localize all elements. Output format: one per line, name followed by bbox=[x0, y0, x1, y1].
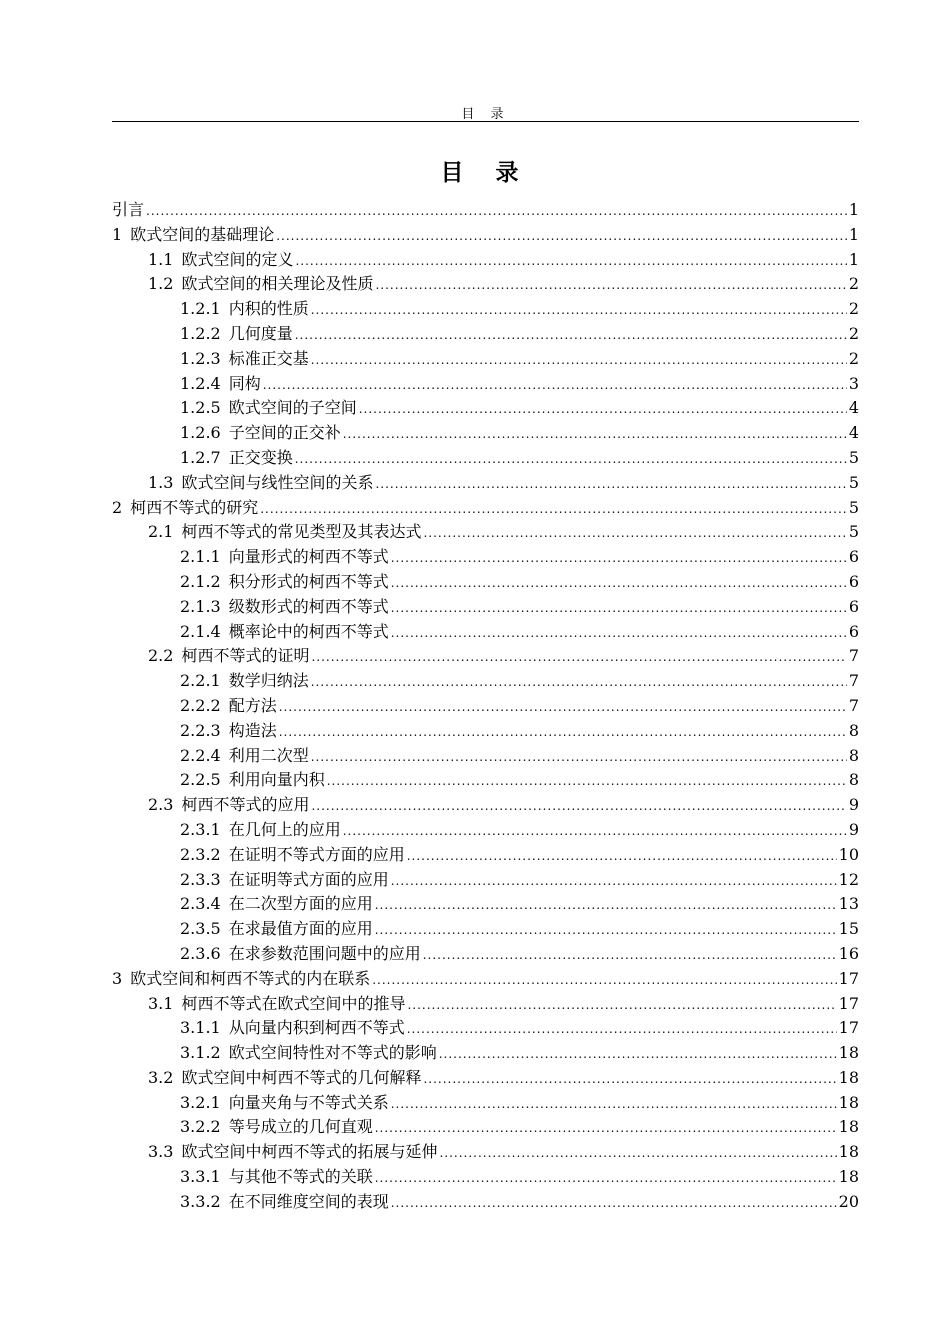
toc-entry[interactable] bbox=[112, 520, 859, 545]
toc-entry[interactable] bbox=[112, 545, 859, 570]
toc-entry[interactable] bbox=[112, 917, 859, 942]
toc-entry-page: 3 bbox=[848, 373, 859, 393]
toc-entry-page: 9 bbox=[848, 819, 859, 839]
toc-entry-page: 4 bbox=[848, 398, 859, 418]
dot-leader bbox=[439, 1141, 836, 1166]
toc-entry-number: 1 bbox=[112, 224, 123, 244]
toc-entry-title: 利用向量内积 bbox=[228, 770, 325, 790]
toc-entry-title: 利用二次型 bbox=[228, 745, 309, 765]
toc-entry-title: 数学归纳法 bbox=[228, 671, 309, 691]
toc-entry[interactable] bbox=[112, 843, 859, 868]
toc-entry-title: 几何度量 bbox=[228, 323, 293, 343]
toc-entry[interactable] bbox=[112, 471, 859, 496]
toc-entry-page: 5 bbox=[848, 447, 859, 467]
toc-entry-page: 20 bbox=[838, 1191, 859, 1211]
toc-entry-page: 2 bbox=[848, 323, 859, 343]
dot-leader bbox=[311, 670, 847, 695]
dot-leader bbox=[311, 348, 847, 373]
toc-entry[interactable] bbox=[112, 396, 859, 421]
toc-entry-page: 18 bbox=[838, 1067, 859, 1087]
toc-entry-page: 5 bbox=[848, 522, 859, 542]
toc-entry-page: 1 bbox=[848, 200, 859, 219]
toc-entry-title: 引言 bbox=[112, 200, 145, 219]
dot-leader bbox=[391, 596, 847, 621]
toc-entry-title: 级数形式的柯西不等式 bbox=[228, 596, 389, 616]
dot-leader bbox=[423, 521, 846, 546]
toc-entry-number: 1.2 bbox=[148, 274, 174, 294]
toc-entry-page: 6 bbox=[848, 596, 859, 616]
toc-entry[interactable] bbox=[112, 1115, 859, 1140]
toc-entry-page: 5 bbox=[848, 472, 859, 492]
dot-leader bbox=[146, 199, 847, 224]
toc-entry-number: 2.2.5 bbox=[180, 770, 221, 790]
toc-entry-title: 柯西不等式在欧式空间中的推导 bbox=[181, 993, 406, 1013]
dot-leader bbox=[279, 720, 847, 745]
toc-entry[interactable] bbox=[112, 694, 859, 719]
toc-entry-title: 配方法 bbox=[228, 695, 277, 715]
toc-entry-page: 4 bbox=[848, 423, 859, 443]
toc-entry[interactable] bbox=[112, 620, 859, 645]
toc-entry[interactable] bbox=[112, 768, 859, 793]
toc-entry-number: 3.3 bbox=[148, 1142, 174, 1162]
toc-entry-page: 1 bbox=[848, 224, 859, 244]
toc-entry-number: 3.2.2 bbox=[180, 1117, 221, 1137]
dot-leader bbox=[391, 869, 837, 894]
toc-entry[interactable] bbox=[112, 595, 859, 620]
toc-entry-title: 欧式空间的定义 bbox=[181, 249, 294, 269]
toc-entry-page: 18 bbox=[838, 1092, 859, 1112]
toc-entry-title: 欧式空间的子空间 bbox=[228, 398, 357, 418]
toc-entry-title: 等号成立的几何直观 bbox=[228, 1117, 373, 1137]
toc-entry[interactable] bbox=[112, 446, 859, 471]
toc-entry[interactable] bbox=[112, 198, 859, 223]
toc-entry-title: 从向量内积到柯西不等式 bbox=[228, 1018, 405, 1038]
toc-entry-title: 积分形式的柯西不等式 bbox=[228, 571, 389, 591]
toc-entry-number: 2.2.1 bbox=[180, 671, 221, 691]
toc-entry[interactable] bbox=[112, 793, 859, 818]
toc-entry[interactable] bbox=[112, 892, 859, 917]
toc-entry-number: 3.1.2 bbox=[180, 1043, 221, 1063]
dot-leader bbox=[276, 224, 847, 249]
toc-entry-number: 2.1.4 bbox=[180, 621, 221, 641]
toc-entry-number: 2.1.1 bbox=[180, 547, 221, 567]
toc-entry-number: 2.1.2 bbox=[180, 571, 221, 591]
toc-entry-title: 欧式空间中柯西不等式的几何解释 bbox=[181, 1067, 422, 1087]
toc-entry-title: 内积的性质 bbox=[228, 299, 309, 319]
toc-entry-number: 1.2.3 bbox=[180, 348, 221, 368]
toc-entry-number: 1.1 bbox=[148, 249, 174, 269]
toc-entry-page: 17 bbox=[838, 993, 859, 1013]
dot-leader bbox=[407, 844, 837, 869]
toc-entry-title: 标准正交基 bbox=[228, 348, 309, 368]
toc-entry-page: 13 bbox=[838, 894, 859, 914]
toc-entry-title: 在求最值方面的应用 bbox=[228, 919, 373, 939]
toc-entry[interactable] bbox=[112, 719, 859, 744]
toc-entry-title: 在几何上的应用 bbox=[228, 819, 341, 839]
toc-entry-title: 柯西不等式的常见类型及其表达式 bbox=[181, 522, 422, 542]
toc-entry-page: 17 bbox=[838, 968, 859, 988]
dot-leader bbox=[375, 918, 837, 943]
toc-entry[interactable] bbox=[112, 372, 859, 397]
toc-entry-page: 18 bbox=[838, 1142, 859, 1162]
dot-leader bbox=[407, 993, 836, 1018]
toc-entry-title: 概率论中的柯西不等式 bbox=[228, 621, 389, 641]
toc-entry-title: 柯西不等式的证明 bbox=[181, 646, 310, 666]
toc-entry-title: 同构 bbox=[228, 373, 261, 393]
dot-leader bbox=[311, 745, 847, 770]
toc-entry-title: 在证明等式方面的应用 bbox=[228, 869, 389, 889]
toc-entry-page: 1 bbox=[848, 249, 859, 269]
toc-entry[interactable] bbox=[112, 1016, 859, 1041]
toc-entry[interactable] bbox=[112, 322, 859, 347]
header-rule bbox=[112, 121, 859, 122]
toc-entry-title: 子空间的正交补 bbox=[228, 423, 341, 443]
dot-leader bbox=[391, 621, 847, 646]
toc-entry-number: 2.3.3 bbox=[180, 869, 221, 889]
toc-entry-number: 1.3 bbox=[148, 472, 174, 492]
toc-entry[interactable] bbox=[112, 297, 859, 322]
toc-entry-page: 2 bbox=[848, 299, 859, 319]
toc-entry-page: 5 bbox=[848, 497, 859, 517]
toc-entry-number: 1.2.1 bbox=[180, 299, 221, 319]
toc-entry-number: 2.3.1 bbox=[180, 819, 221, 839]
dot-leader bbox=[260, 497, 847, 522]
toc-entry[interactable] bbox=[112, 1041, 859, 1066]
toc-entry-title: 构造法 bbox=[228, 720, 277, 740]
toc-entry-page: 8 bbox=[848, 770, 859, 790]
toc-entry[interactable] bbox=[112, 1066, 859, 1091]
dot-leader bbox=[391, 1191, 837, 1216]
running-header: 目 录 bbox=[461, 107, 510, 122]
dot-leader bbox=[343, 819, 847, 844]
toc-entry-number: 3.3.2 bbox=[180, 1191, 221, 1211]
toc-entry[interactable] bbox=[112, 818, 859, 843]
toc-entry-title: 欧式空间的基础理论 bbox=[130, 224, 275, 244]
dot-leader bbox=[375, 472, 846, 497]
toc-entry-number: 3.1.1 bbox=[180, 1018, 221, 1038]
toc-entry-page: 18 bbox=[838, 1117, 859, 1137]
toc-entry-number: 2.3 bbox=[148, 795, 174, 815]
toc-entry[interactable] bbox=[112, 992, 859, 1017]
toc-entry-number: 1.2.7 bbox=[180, 447, 221, 467]
toc-entry-number: 2 bbox=[112, 497, 123, 517]
toc-entry-page: 6 bbox=[848, 547, 859, 567]
toc-entry-title: 欧式空间中柯西不等式的拓展与延伸 bbox=[181, 1142, 438, 1162]
dot-leader bbox=[372, 968, 836, 993]
toc-entry[interactable] bbox=[112, 496, 859, 521]
toc-entry[interactable] bbox=[112, 570, 859, 595]
toc-entry[interactable] bbox=[112, 1140, 859, 1165]
toc-entry-page: 2 bbox=[848, 274, 859, 294]
toc-entry-title: 欧式空间特性对不等式的影响 bbox=[228, 1043, 437, 1063]
toc-entry-title: 柯西不等式的研究 bbox=[130, 497, 259, 517]
dot-leader bbox=[423, 1067, 836, 1092]
toc-entry-title: 欧式空间和柯西不等式的内在联系 bbox=[130, 968, 371, 988]
toc-entry-page: 12 bbox=[838, 869, 859, 889]
toc-entry-page: 8 bbox=[848, 720, 859, 740]
dot-leader bbox=[295, 323, 847, 348]
toc-entry[interactable] bbox=[112, 248, 859, 273]
toc-entry-number: 3.2 bbox=[148, 1067, 174, 1087]
toc-entry-page: 18 bbox=[838, 1167, 859, 1187]
dot-leader bbox=[391, 1092, 837, 1117]
toc-entry-number: 3.1 bbox=[148, 993, 174, 1013]
toc-entry-page: 6 bbox=[848, 571, 859, 591]
toc-entry-number: 3.2.1 bbox=[180, 1092, 221, 1112]
dot-leader bbox=[279, 695, 847, 720]
toc-entry[interactable] bbox=[112, 744, 859, 769]
toc-entry-title: 在证明不等式方面的应用 bbox=[228, 844, 405, 864]
toc-entry[interactable] bbox=[112, 644, 859, 669]
toc-entry-number: 1.2.6 bbox=[180, 423, 221, 443]
toc-entry-number: 2.2 bbox=[148, 646, 174, 666]
dot-leader bbox=[439, 1042, 837, 1067]
toc-title: 目 录 bbox=[440, 160, 531, 186]
toc-entry-number: 1.2.4 bbox=[180, 373, 221, 393]
toc-entry-page: 7 bbox=[848, 695, 859, 715]
toc-entry[interactable] bbox=[112, 347, 859, 372]
toc-entry-title: 向量夹角与不等式关系 bbox=[228, 1092, 389, 1112]
toc-entry[interactable] bbox=[112, 1190, 859, 1215]
toc-entry-number: 2.3.2 bbox=[180, 844, 221, 864]
toc-entry[interactable] bbox=[112, 669, 859, 694]
toc-entry-title: 在不同维度空间的表现 bbox=[228, 1191, 389, 1211]
toc-entry-number: 2.2.2 bbox=[180, 695, 221, 715]
dot-leader bbox=[375, 1166, 837, 1191]
toc-entry-page: 6 bbox=[848, 621, 859, 641]
toc-entry-number: 3 bbox=[112, 968, 123, 988]
toc-entry-page: 2 bbox=[848, 348, 859, 368]
dot-leader bbox=[343, 422, 847, 447]
toc-entry-page: 15 bbox=[838, 919, 859, 939]
dot-leader bbox=[311, 298, 847, 323]
toc-entry[interactable] bbox=[112, 967, 859, 992]
toc-entry[interactable] bbox=[112, 942, 859, 967]
toc-entry-number: 3.3.1 bbox=[180, 1167, 221, 1187]
dot-leader bbox=[327, 769, 847, 794]
toc-entry-page: 7 bbox=[848, 646, 859, 666]
dot-leader bbox=[263, 373, 847, 398]
toc-entry-page: 7 bbox=[848, 671, 859, 691]
dot-leader bbox=[311, 645, 846, 670]
toc-entry-title: 向量形式的柯西不等式 bbox=[228, 547, 389, 567]
toc-entry[interactable] bbox=[112, 1165, 859, 1190]
table-of-contents bbox=[112, 198, 859, 1215]
toc-entry-title: 欧式空间的相关理论及性质 bbox=[181, 274, 374, 294]
toc-entry-page: 17 bbox=[838, 1018, 859, 1038]
toc-entry-number: 2.3.6 bbox=[180, 943, 221, 963]
toc-entry[interactable] bbox=[112, 1091, 859, 1116]
toc-entry-number: 2.2.4 bbox=[180, 745, 221, 765]
toc-entry-number: 1.2.5 bbox=[180, 398, 221, 418]
dot-leader bbox=[391, 546, 847, 571]
dot-leader bbox=[359, 397, 847, 422]
toc-entry-page: 10 bbox=[838, 844, 859, 864]
toc-entry-page: 16 bbox=[838, 943, 859, 963]
toc-entry-number: 1.2.2 bbox=[180, 323, 221, 343]
toc-entry-number: 2.1 bbox=[148, 522, 174, 542]
toc-entry-number: 2.1.3 bbox=[180, 596, 221, 616]
toc-entry[interactable] bbox=[112, 421, 859, 446]
toc-entry-title: 与其他不等式的关联 bbox=[228, 1167, 373, 1187]
toc-entry-page: 9 bbox=[848, 795, 859, 815]
dot-leader bbox=[407, 1017, 837, 1042]
toc-entry-title: 在二次型方面的应用 bbox=[228, 894, 373, 914]
dot-leader bbox=[311, 794, 846, 819]
dot-leader bbox=[423, 943, 837, 968]
dot-leader bbox=[375, 1116, 837, 1141]
toc-entry[interactable] bbox=[112, 272, 859, 297]
toc-entry-number: 2.2.3 bbox=[180, 720, 221, 740]
toc-entry[interactable] bbox=[112, 223, 859, 248]
dot-leader bbox=[295, 249, 846, 274]
toc-entry-page: 8 bbox=[848, 745, 859, 765]
dot-leader bbox=[391, 571, 847, 596]
toc-entry[interactable] bbox=[112, 868, 859, 893]
dot-leader bbox=[375, 273, 846, 298]
toc-entry-number: 2.3.4 bbox=[180, 894, 221, 914]
toc-entry-title: 柯西不等式的应用 bbox=[181, 795, 310, 815]
dot-leader bbox=[375, 893, 837, 918]
toc-entry-title: 在求参数范围问题中的应用 bbox=[228, 943, 421, 963]
toc-entry-number: 2.3.5 bbox=[180, 919, 221, 939]
dot-leader bbox=[295, 447, 847, 472]
toc-entry-title: 正交变换 bbox=[228, 447, 293, 467]
toc-entry-page: 18 bbox=[838, 1043, 859, 1063]
toc-entry-title: 欧式空间与线性空间的关系 bbox=[181, 472, 374, 492]
